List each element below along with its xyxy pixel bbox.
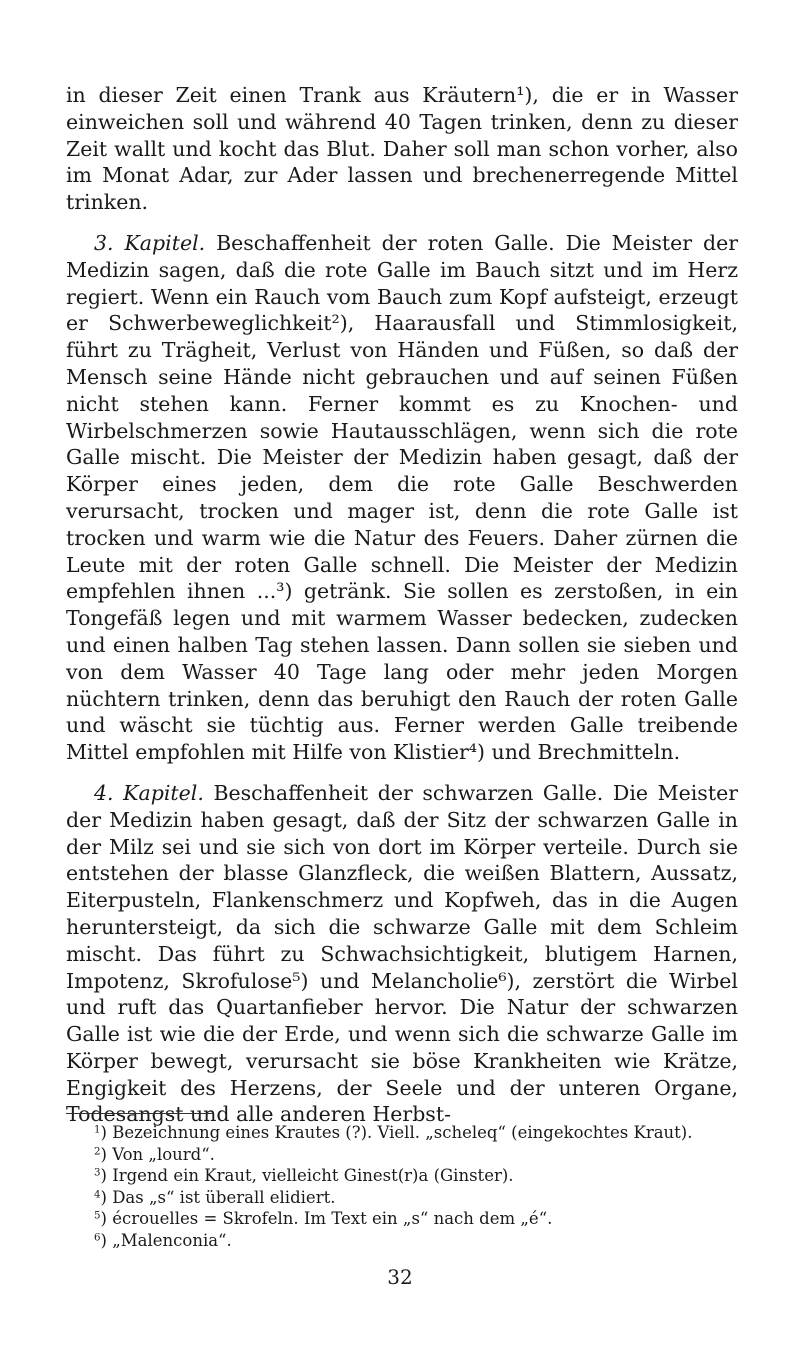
footnote-marker: 2: [94, 1145, 101, 1157]
page-number: 32: [387, 1265, 413, 1289]
footnote-marker: 1: [94, 1124, 101, 1136]
footnote: [66, 1208, 738, 1230]
chapter-3-text: Beschaffenheit der roten Galle. Die Meister der Medizin sagen, daß die rote Galle im Bauch sitzt und im Herz regiert. Wenn ein Rauch vom Bauch zum Kopf aufsteigt, erzeugt er Schwerbeweglichkeit²), Haarausfall und Stimmlosigkeit, führt zu Trägheit, Verlust von Händen und Füßen, so daß der Mensch seine Hände nicht gebrauchen und auf seinen Füßen nicht stehen kann. Ferner kommt es zu Knochen- und Wirbelschmerzen sowie Hautausschlägen, wenn sich die rote Galle mischt. Die Meister der Medizin haben gesagt, daß der Körper eines jeden, dem die rote Galle Beschwerden verursacht, trocken und mager ist, denn die rote Galle ist trocken und warm wie die Natur des Feuers. Daher zürnen die Leute mit der roten Galle schnell. Die Meister der Medizin empfehlen ihnen ...³) getränk. Sie sollen es zerstoßen, in ein Tongefäß legen und mit warmem Wasser bedecken, zudecken und einen halben Tag stehen lassen. Dann sollen sie sieben und von dem Wasser 40 Tage lang oder mehr jeden Morgen nüchtern trinken, denn das beruhigt den Rauch der roten Galle und wäscht sie tüchtig aus. Ferner werden Galle treibende Mittel empfohlen mit Hilfe von Klistier⁴) und Brechmitteln.: [66, 230, 738, 765]
chapter-3-paragraph: [66, 230, 738, 766]
footnote: [66, 1144, 738, 1166]
footnote-text: ) Irgend ein Kraut, vielleicht Ginest(r)a (Ginster).: [100, 1166, 514, 1185]
footnote-divider: [66, 1113, 214, 1114]
footnotes: [66, 1122, 738, 1251]
footnote-marker: 6: [94, 1231, 101, 1243]
footnote: [66, 1187, 738, 1209]
main-text: [66, 82, 738, 1128]
intro-paragraph: in dieser Zeit einen Trank aus Kräutern¹), die er in Wasser einweichen soll und während 40 Tagen trinken, denn zu dieser Zeit wallt und kocht das Blut. Daher soll man schon vorher, also im Monat Adar, zur Ader lassen und brechenerregende Mittel trinken.: [66, 83, 738, 215]
footnote-marker: 3: [94, 1167, 101, 1179]
footnote-text: ) Von „lourd“.: [100, 1144, 215, 1164]
footnote-text: ) Bezeichnung eines Krautes (?). Viell. „scheleq“ (eingekochtes Kraut).: [100, 1123, 693, 1142]
footnote: [66, 1230, 738, 1252]
footnote-text: ) „Malenconia“.: [100, 1230, 232, 1250]
chapter-3-heading: 3. Kapitel.: [94, 230, 206, 255]
footnote-marker: 5: [94, 1210, 101, 1222]
footnote-text: ) écrouelles = Skrofeln. Im Text ein „s“ nach dem „é“.: [100, 1209, 553, 1228]
footnote-text: ) Das „s“ ist überall elidiert.: [100, 1187, 336, 1207]
chapter-4-paragraph: [66, 780, 738, 1128]
chapter-4-text: Beschaffenheit der schwarzen Galle. Die Meister der Medizin haben gesagt, daß der Sitz der schwarzen Galle in der Milz sei und sie sich von dort im Körper verteile. Durch sie entstehen der blasse Glanzfleck, die weißen Blattern, Aussatz, Eiterpusteln, Flankenschmerz und Kopfweh, das in die Augen heruntersteigt, da sich die schwarze Galle mit dem Schleim mischt. Das führt zu Schwachsichtigkeit, blutigem Harnen, Impotenz, Skrofulose⁵) und Melancholie⁶), zerstört die Wirbel und ruft das Quartanfieber hervor. Die Natur der schwarzen Galle ist wie die der Erde, und wenn sich die schwarze Galle im Körper bewegt, verursacht sie böse Krankheiten wie Krätze, Engigkeit des Herzens, der Seele und der unteren Organe, Todesangst und alle anderen Herbst-: [66, 780, 738, 1127]
footnote: [66, 1122, 738, 1144]
footnote-marker: 4: [94, 1188, 101, 1200]
chapter-4-heading: 4. Kapitel.: [94, 780, 204, 805]
footnote: [66, 1165, 738, 1187]
